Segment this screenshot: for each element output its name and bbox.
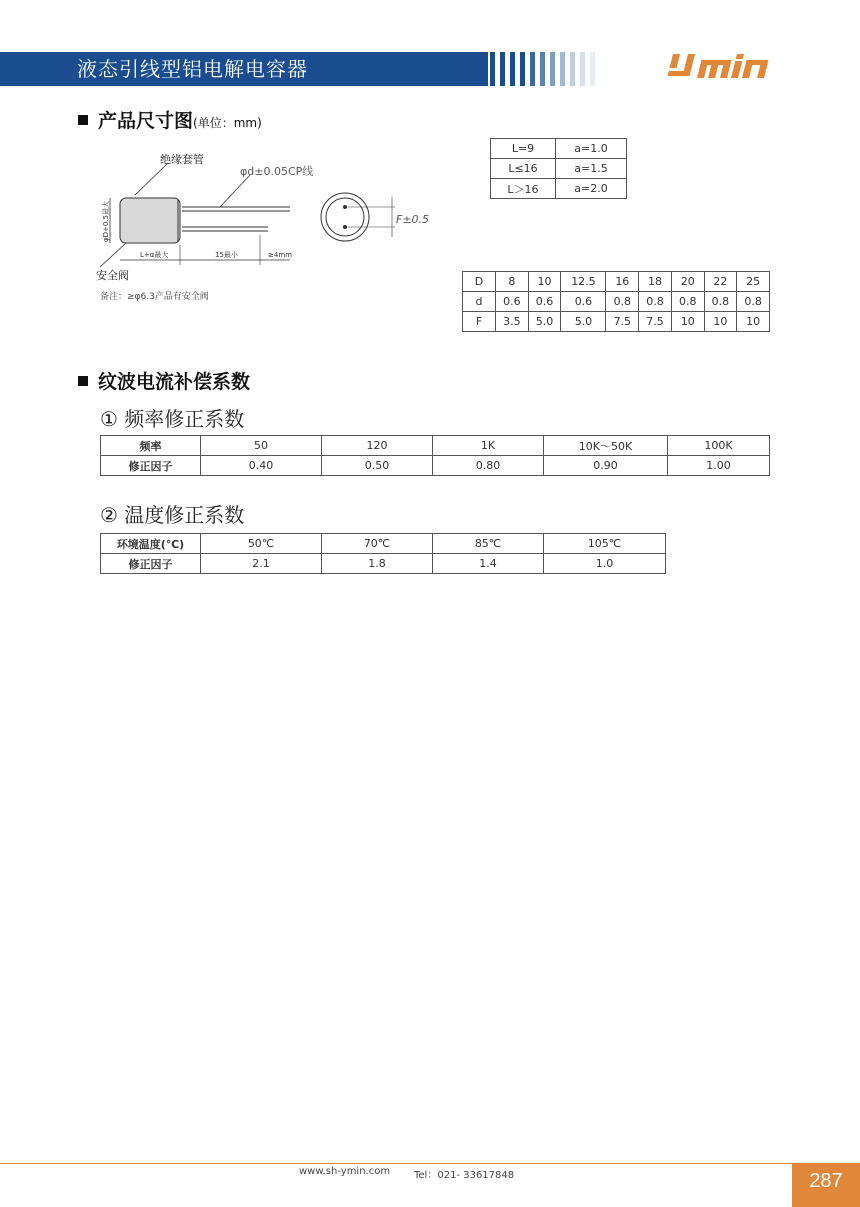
cell: F bbox=[463, 312, 496, 332]
table-length-alpha bbox=[490, 138, 627, 199]
footer-website: www.sh-ymin.com bbox=[299, 1166, 391, 1177]
cell: 0.6 bbox=[528, 292, 561, 312]
label-diameter: φD+0.5最大 bbox=[102, 200, 110, 242]
section-title-dimensions bbox=[78, 106, 262, 133]
label-wire: φd±0.05CP线 bbox=[240, 165, 314, 178]
cell: L=9 bbox=[491, 139, 556, 159]
cell: 0.8 bbox=[737, 292, 770, 312]
document-title: 液态引线型铝电解电容器 bbox=[77, 57, 308, 81]
cell: 16 bbox=[606, 272, 639, 292]
page-number: 287 bbox=[792, 1163, 860, 1207]
cell: 120 bbox=[322, 436, 433, 456]
cell: 0.50 bbox=[322, 456, 433, 476]
cell: 1.00 bbox=[668, 456, 770, 476]
section-title-text: 纹波电流补偿系数 bbox=[98, 371, 251, 393]
subtitle-frequency: ① 频率修正系数 bbox=[100, 407, 245, 431]
cell: D bbox=[463, 272, 496, 292]
cell: 环境温度(℃) bbox=[101, 534, 201, 554]
cell: 5.0 bbox=[561, 312, 606, 332]
capacitor-dimension-diagram bbox=[90, 145, 450, 285]
table-row bbox=[463, 292, 770, 312]
table-frequency bbox=[100, 435, 770, 476]
cell: 70℃ bbox=[322, 534, 433, 554]
label-sleeve: 绝缘套管 bbox=[160, 153, 204, 166]
cell: 50 bbox=[201, 436, 322, 456]
cell: 20 bbox=[671, 272, 704, 292]
cell: 105℃ bbox=[544, 534, 666, 554]
cell: 7.5 bbox=[639, 312, 672, 332]
cell: 1.0 bbox=[544, 554, 666, 574]
footer-divider bbox=[0, 1163, 860, 1164]
cell: 0.90 bbox=[544, 456, 668, 476]
cell: a=2.0 bbox=[556, 179, 627, 199]
cell: 修正因子 bbox=[101, 456, 201, 476]
section-title-ripple bbox=[78, 367, 250, 394]
cell: a=1.5 bbox=[556, 159, 627, 179]
cell: 0.8 bbox=[639, 292, 672, 312]
table-row bbox=[491, 159, 627, 179]
cell: 0.40 bbox=[201, 456, 322, 476]
cell: 10 bbox=[704, 312, 737, 332]
cell: 8 bbox=[496, 272, 529, 292]
cell: L＞16 bbox=[491, 179, 556, 199]
cell: 0.80 bbox=[433, 456, 544, 476]
section-title-text: 产品尺寸图 bbox=[98, 110, 194, 132]
table-row bbox=[463, 272, 770, 292]
label-vent: 安全阀 bbox=[96, 269, 129, 282]
cell: d bbox=[463, 292, 496, 312]
cell: 25 bbox=[737, 272, 770, 292]
cell: 修正因子 bbox=[101, 554, 201, 574]
cell: 10 bbox=[671, 312, 704, 332]
cell: 50℃ bbox=[201, 534, 322, 554]
cell: 10 bbox=[528, 272, 561, 292]
cell: 5.0 bbox=[528, 312, 561, 332]
cell: 0.8 bbox=[606, 292, 639, 312]
cell: 3.5 bbox=[496, 312, 529, 332]
cell: 85℃ bbox=[433, 534, 544, 554]
cell: 22 bbox=[704, 272, 737, 292]
unit-label: (单位：mm) bbox=[193, 116, 262, 130]
cell: 0.6 bbox=[496, 292, 529, 312]
label-lead-4mm: ≥4mm bbox=[268, 251, 292, 259]
table-temperature bbox=[100, 533, 666, 574]
note: 备注：≥φ6.3产品有安全阀 bbox=[100, 292, 209, 302]
label-pitch: F±0.5 bbox=[396, 213, 430, 226]
cell: 100K bbox=[668, 436, 770, 456]
cell: 1K bbox=[433, 436, 544, 456]
ymin-logo bbox=[664, 50, 784, 90]
cell: L≤16 bbox=[491, 159, 556, 179]
subtitle-temperature: ② 温度修正系数 bbox=[100, 503, 245, 527]
cell: 7.5 bbox=[606, 312, 639, 332]
table-dimensions bbox=[462, 271, 770, 332]
table-row bbox=[101, 456, 770, 476]
bullet-square-icon bbox=[78, 376, 88, 386]
cell: 1.8 bbox=[322, 554, 433, 574]
cell: a=1.0 bbox=[556, 139, 627, 159]
cell: 10K～50K bbox=[544, 436, 668, 456]
cell: 0.8 bbox=[704, 292, 737, 312]
cell: 18 bbox=[639, 272, 672, 292]
bullet-square-icon bbox=[78, 115, 88, 125]
table-row bbox=[101, 554, 666, 574]
label-length: L+α最大 bbox=[140, 251, 169, 259]
cell: 2.1 bbox=[201, 554, 322, 574]
cell: 12.5 bbox=[561, 272, 606, 292]
cell: 10 bbox=[737, 312, 770, 332]
cell: 频率 bbox=[101, 436, 201, 456]
cell: 0.6 bbox=[561, 292, 606, 312]
cell: 1.4 bbox=[433, 554, 544, 574]
footer-tel: Tel：021- 33617848 bbox=[414, 1170, 515, 1181]
table-row bbox=[491, 179, 627, 199]
label-lead-min: 15最小 bbox=[215, 251, 238, 259]
cell: 0.8 bbox=[671, 292, 704, 312]
table-row bbox=[463, 312, 770, 332]
table-row bbox=[491, 139, 627, 159]
table-row bbox=[101, 534, 666, 554]
table-row bbox=[101, 436, 770, 456]
header-stripes bbox=[490, 52, 610, 86]
